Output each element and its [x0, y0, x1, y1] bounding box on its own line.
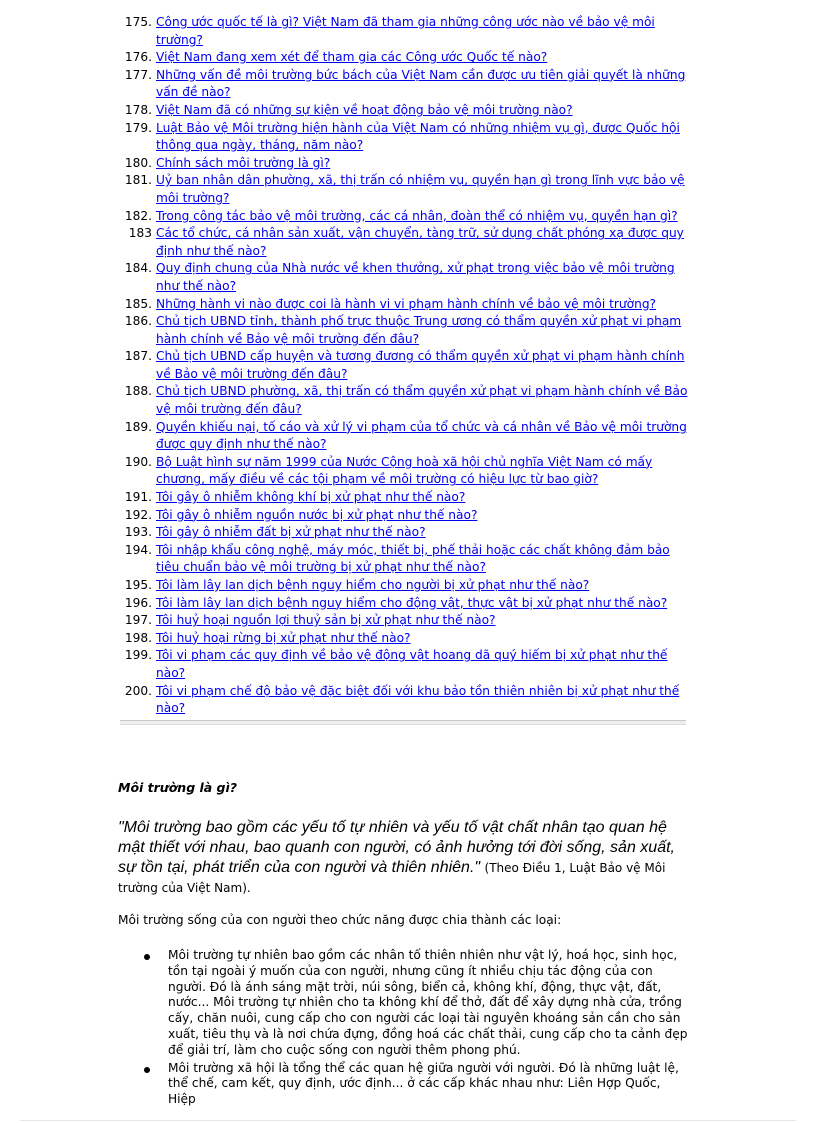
- faq-item-number: 190.: [124, 454, 152, 469]
- faq-item-number: 184.: [124, 261, 152, 276]
- faq-item-number: 195.: [124, 578, 152, 592]
- faq-item: [118, 120, 688, 155]
- faq-item-link[interactable]: Việt Nam đã có những sự kiện về hoạt động bảo vệ môi trường nào?: [156, 102, 573, 117]
- faq-item: [118, 489, 688, 507]
- faq-item: [118, 348, 688, 383]
- faq-item-link[interactable]: Tôi huỷ hoại rừng bị xử phạt như thế nào?: [156, 630, 411, 645]
- quote-text: "Môi trường bao gồm các yếu tố tự nhiên và yếu tố vật chất nhân tạo quan hệ mật thiết với nhau, bao quanh con người, có ảnh hưởng tới đời sống, sản xuất, sự tồn tại, phát triển của con người và thiên nhiên.": [118, 819, 675, 876]
- faq-item-link[interactable]: Tôi gây ô nhiễm nguồn nước bị xử phạt như thế nào?: [156, 507, 478, 522]
- faq-item: [118, 647, 688, 682]
- faq-item-link[interactable]: Công ước quốc tế là gì? Việt Nam đã tham gia những công ước nào về bảo vệ môi trường?: [156, 15, 655, 47]
- faq-item-link[interactable]: Uỷ ban nhân dân phường, xã, thị trấn có nhiệm vụ, quyền hạn gì trong lĩnh vực bảo vệ môi trường?: [156, 173, 685, 205]
- faq-item: [118, 524, 688, 542]
- faq-item-link[interactable]: Tôi gây ô nhiễm không khí bị xử phạt như thế nào?: [156, 490, 466, 505]
- faq-item-number: 176.: [124, 50, 152, 65]
- faq-item-link[interactable]: Tôi nhập khẩu công nghệ, máy móc, thiết bị, phế thải hoặc các chất không đảm bảo tiêu chuẩn bảo vệ môi trường bị xử phạt như thế nào?: [156, 542, 670, 575]
- section-divider: [120, 720, 686, 725]
- faq-item-number: 200.: [124, 683, 152, 698]
- faq-item-link[interactable]: Trong công tác bảo vệ môi trường, các cá nhân, đoàn thể có nhiệm vụ, quyền hạn gì?: [156, 208, 678, 223]
- faq-item: [118, 260, 688, 295]
- faq-item-number: 180.: [124, 155, 152, 170]
- faq-item: [118, 507, 688, 525]
- faq-item-number: 197.: [124, 613, 152, 628]
- faq-item: [118, 612, 688, 630]
- faq-item-link[interactable]: Chính sách môi trường là gì?: [156, 155, 331, 170]
- faq-item-link[interactable]: Việt Nam đang xem xét để tham gia các Công ước Quốc tế nào?: [156, 50, 548, 65]
- faq-item-number: 191.: [124, 490, 152, 505]
- faq-item: [118, 383, 688, 418]
- faq-item-number: 178.: [124, 102, 152, 117]
- faq-item-link[interactable]: Các tổ chức, cá nhân sản xuất, vận chuyển, tàng trữ, sử dụng chất phóng xạ được quy định như thế nào?: [156, 226, 684, 258]
- faq-item: [118, 67, 688, 102]
- list-item-text: Môi trường tự nhiên bao gồm các nhân tố thiên nhiên như vật lý, hoá học, sinh học, tồn tại ngoài ý muốn của con người, nhưng cũng ít nhiều chịu tác động của con người. Đó là ánh sáng mặt trời, núi sông, biển cả, không khí, động, thực vật, đất, nước... Môi trường tự nhiên cho ta không khí để thở, đất để xây dựng nhà cửa, trồng cấy, chăn nuôi, cung cấp cho con người các loại tài nguyên khoáng sản cần cho sản xuất, tiêu thụ và là nơi chứa đựng, đồng hoá các chất thải, cung cấp cho ta cảnh đẹp để giải trí, làm cho cuộc sống con người thêm phong phú.: [168, 948, 688, 1057]
- faq-list: [118, 14, 688, 718]
- faq-item-number: 175.: [124, 15, 152, 29]
- faq-item: [118, 14, 688, 49]
- faq-item-link[interactable]: Quy định chung của Nhà nước về khen thưởng, xử phạt trong việc bảo vệ môi trường như thế nào?: [156, 261, 675, 293]
- faq-item-link[interactable]: Luật Bảo vệ Môi trường hiện hành của Việt Nam có những nhiệm vụ gì, được Quốc hội thông qua ngày, tháng, năm nào?: [156, 120, 680, 153]
- faq-item-number: 196.: [124, 595, 152, 610]
- faq-item: [118, 454, 688, 489]
- faq-item-link[interactable]: Tôi làm lây lan dịch bệnh nguy hiểm cho động vật, thực vật bị xử phạt như thế nào?: [156, 595, 668, 610]
- faq-item: [118, 595, 688, 613]
- faq-item-link[interactable]: Tôi làm lây lan dịch bệnh nguy hiểm cho người bị xử phạt như thế nào?: [156, 578, 590, 592]
- faq-item-link[interactable]: Tôi huỷ hoại nguồn lợi thuỷ sản bị xử phạt như thế nào?: [156, 613, 496, 628]
- environment-types-list: [140, 948, 688, 1110]
- list-item-text: Môi trường xã hội là tổng thể các quan hệ giữa người với người. Đó là những luật lệ, thể chế, cam kết, quy định, ước định... ở các cấp khác nhau như: Liên Hợp Quốc, Hiệp: [168, 1060, 679, 1107]
- faq-item-number: 199.: [124, 648, 152, 663]
- list-item: [140, 1061, 688, 1108]
- faq-item-link[interactable]: Những vấn đề môi trường bức bách của Việt Nam cần được ưu tiên giải quyết là những vấn đề nào?: [156, 67, 686, 100]
- faq-item-link[interactable]: Bộ Luật hình sự năm 1999 của Nước Cộng hoà xã hội chủ nghĩa Việt Nam có mấy chương, mấy điều về các tội phạm về môi trường có hiệu lực từ bao giờ?: [156, 454, 653, 487]
- faq-item-link[interactable]: Quyền khiếu nại, tố cáo và xử lý vi phạm của tổ chức và cá nhân về Bảo vệ môi trường được quy định như thế nào?: [156, 419, 687, 452]
- intro-paragraph: Môi trường sống của con người theo chức năng được chia thành các loại:: [118, 913, 562, 927]
- faq-item-link[interactable]: Tôi gây ô nhiễm đất bị xử phạt như thế nào?: [156, 525, 426, 540]
- faq-item-number: 177.: [124, 67, 152, 82]
- faq-item: [118, 313, 688, 348]
- faq-item-number: 188.: [124, 384, 152, 399]
- faq-item: [118, 296, 688, 314]
- faq-item: [118, 155, 688, 173]
- faq-item-link[interactable]: Chủ tịch UBND phường, xã, thị trấn có thẩm quyền xử phạt vi phạm hành chính về Bảo vệ môi trường đến đâu?: [156, 384, 688, 417]
- faq-item-number: 198.: [124, 630, 152, 645]
- faq-item-number: 179.: [124, 120, 152, 135]
- bullet-icon: [144, 954, 150, 960]
- faq-item-number: 183: [128, 226, 152, 241]
- faq-item-number: 181.: [124, 173, 152, 188]
- faq-item: [118, 225, 688, 260]
- faq-item: [118, 172, 688, 207]
- page-bottom-rule: [20, 1120, 796, 1121]
- bullet-icon: [144, 1067, 150, 1073]
- faq-item: [118, 49, 688, 67]
- faq-item: [118, 419, 688, 454]
- list-item: [140, 948, 688, 1059]
- faq-item-number: 192.: [124, 507, 152, 522]
- faq-item-number: 193.: [124, 525, 152, 540]
- section-heading: Môi trường là gì?: [118, 780, 238, 795]
- faq-item-link[interactable]: Những hành vi nào được coi là hành vi vi phạm hành chính về bảo vệ môi trường?: [156, 296, 657, 311]
- quote-citation: (Theo Điều 1, Luật Bảo vệ Môi trường của Việt Nam).: [118, 861, 666, 895]
- definition-quote: [118, 818, 688, 898]
- faq-item-link[interactable]: Chủ tịch UBND cấp huyện và tương đương có thẩm quyền xử phạt vi phạm hành chính về Bảo vệ môi trường đến đâu?: [156, 349, 685, 381]
- faq-item-number: 185.: [124, 296, 152, 311]
- faq-item-link[interactable]: Tôi vi phạm các quy định về bảo vệ động vật hoang dã quý hiếm bị xử phạt như thế nào?: [156, 648, 668, 680]
- faq-item: [118, 208, 688, 226]
- faq-item: [118, 683, 688, 718]
- faq-item-number: 194.: [124, 542, 152, 557]
- faq-item-number: 182.: [124, 208, 152, 223]
- faq-item-number: 189.: [124, 419, 152, 434]
- faq-item: [118, 577, 688, 595]
- faq-item: [118, 630, 688, 648]
- faq-item: [118, 102, 688, 120]
- faq-item-number: 186.: [124, 314, 152, 329]
- faq-item-link[interactable]: Tôi vi phạm chế độ bảo vệ đặc biệt đối với khu bảo tồn thiên nhiên bị xử phạt như thế nào?: [156, 683, 680, 716]
- faq-item: [118, 542, 688, 577]
- faq-item-link[interactable]: Chủ tịch UBND tỉnh, thành phố trực thuộc Trung ương có thẩm quyền xử phạt vi phạm hành chính về Bảo vệ môi trường đến đâu?: [156, 314, 682, 346]
- faq-item-number: 187.: [124, 349, 152, 364]
